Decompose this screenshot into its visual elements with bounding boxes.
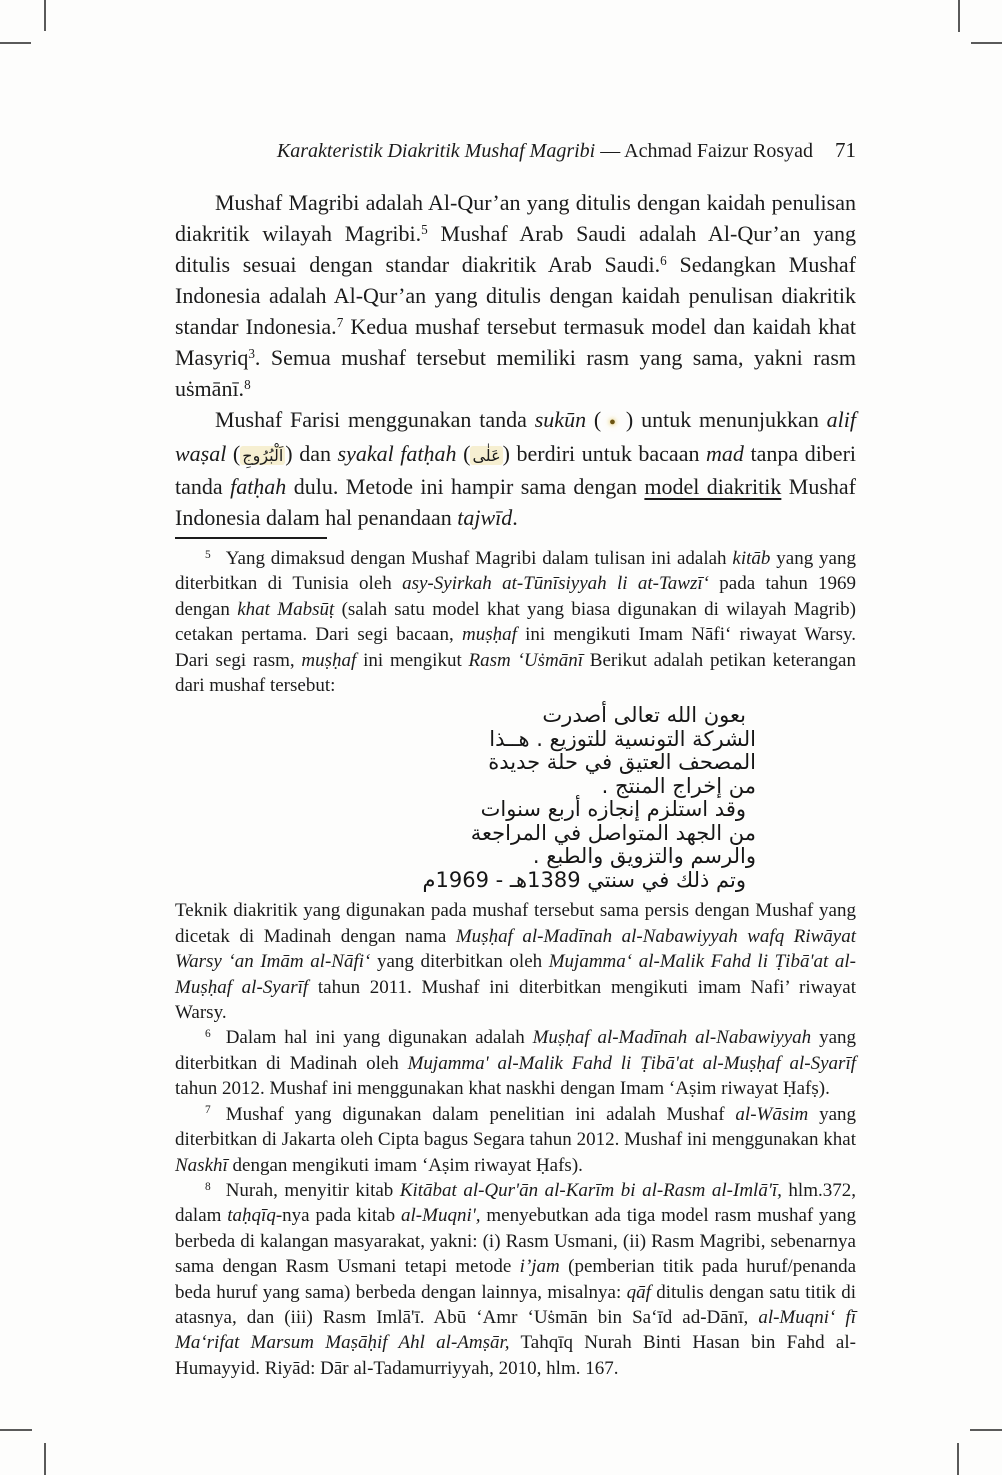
footnote-separator-rule: [175, 537, 327, 539]
crop-mark-top-right-horizontal: [971, 42, 1002, 44]
footnote-5-continuation: Teknik diakritik yang digunakan pada mushaf tersebut sama persis dengan Mushaf yang dicetak di Madinah dengan nama Muṣḥaf al-Madīnah al-Nabawiyyah wafq Riwāyat Warsy ‘an Imām al-Nāfi‘ yang diterbitkan oleh Mujamma‘ al-Malik Fahd li Ṭibā'at al-Muṣḥaf al-Syarīf tahun 2011. Mushaf ini diterbitkan mengikuti imam Nafi’ riwayat Warsy.: [175, 900, 856, 1024]
article-title: Karakteristik Diakritik Mushaf Magribi: [276, 140, 596, 162]
crop-mark-top-left-horizontal: [0, 42, 31, 44]
arabic-excerpt-line: من الجهد المتواصل في المراجعة: [470, 820, 756, 845]
crop-mark-top-left-vertical: [44, 0, 46, 31]
running-header: [175, 138, 856, 163]
crop-mark-top-right-vertical: [958, 0, 960, 32]
arabic-excerpt-line: من إخراج المنتج .: [601, 773, 756, 798]
crop-mark-bottom-right-vertical: [957, 1443, 959, 1475]
running-header-text: [277, 140, 813, 163]
arabic-excerpt-line: الشركة التونسية للتوزيع . هــذا: [489, 726, 756, 751]
body-paragraph-1: Mushaf Magribi adalah Al-Qur’an yang ditulis dengan kaidah penulisan diakritik wilayah Magribi.$^5$ Mushaf Arab Saudi adalah Al-Qur’an yang ditulis sesuai dengan standar diakritik Arab Saudi.$^6$ Sedangkan Mushaf Indonesia adalah Al-Qur’an yang ditulis dengan kaidah penulisan diakritik standar Indonesia.$^7$ Kedua mushaf tersebut termasuk model dan kaidah khat Masyriq$^3$. Semua mushaf tersebut memiliki rasm yang sama, yakni rasm uṡmānī.$^8$: [175, 190, 857, 401]
footnote-6: $^6$ Dalam hal ini yang digunakan adalah Muṣḥaf al-Madīnah al-Nabawiyyah yang diterbitkan di Madinah oleh Mujamma' al-Malik Fahd li Ṭibā'at al-Muṣḥaf al-Syarīf tahun 2012. Mushaf ini menggunakan khat naskhi dengan Imam ‘Aṣim riwayat Ḥafṣ).: [175, 1027, 857, 1100]
arabic-excerpt-figure: [332, 704, 756, 892]
arabic-excerpt-line: وتم ذلك في سنتي 1389هـ - 1969م: [422, 867, 746, 892]
header-separator: —: [595, 140, 625, 162]
footnote-7: $^7$ Mushaf yang digunakan dalam penelitian ini adalah Mushaf al-Wāsim yang diterbitkan di Jakarta oleh Cipta bagus Segara tahun 2012. Mushaf ini menggunakan khat Naskhī dengan mengikuti imam ‘Aṣim riwayat Ḥafs).: [175, 1103, 857, 1176]
body-paragraph-2: Mushaf Farisi menggunakan tanda sukūn ( ● ) untuk menunjukkan alif waṣal ( اَلْبُرُوجِ) dan syakal fatḥah ( عَلٰى) berdiri untuk bacaan mad tanpa diberi tanda fatḥah dulu. Metode ini hampir sama dengan model diakritik Mushaf Indonesia dalam hal penandaan tajwīd.: [175, 407, 857, 530]
page-number: 71: [835, 138, 856, 162]
crop-mark-bottom-left-horizontal: [0, 1429, 32, 1431]
footnote-5: $^5$ Yang dimaksud dengan Mushaf Magribi dalam tulisan ini adalah kitāb yang yang diterbitkan di Tunisia oleh asy-Syirkah at-Tūnīsiyyah li at-Tawzī‘ pada tahun 1969 dengan khat Mabsūṭ (salah satu model khat yang biasa digunakan di wilayah Magrib) cetakan pertama. Dari segi bacaan, muṣḥaf ini mengikuti Imam Nāfi‘ riwayat Warsy. Dari segi rasm, muṣḥaf ini mengikut Rasm ‘Uṡmānī Berikut adalah petikan keterangan dari mushaf tersebut:: [175, 548, 857, 697]
footnote-8: $^8$ Nurah, menyitir kitab Kitābat al-Qur'ān al-Karīm bi al-Rasm al-Imlā'ī, hlm.372, dalam taḥqīq-nya pada kitab al-Muqni', menyebutkan ada tiga model rasm mushaf yang berbeda di kalangan masyarakat, yakni: (i) Rasm Usmani, (ii) Rasm Magribi, sebenarnya sama dengan Rasm Usmani tetapi metode i’jam (pemberian titik pada huruf/penanda beda huruf yang sama) berbeda dengan lainnya, misalnya: qāf ditulis dengan satu titik di atasnya, dan (iii) Rasm Imlā'ī. Abū ‘Amr ‘Uṡmān bin Sa‘īd ad-Dānī, al-Muqni‘ fī Ma‘rifat Marsum Maṣāḥif Ahl al-Amṣār, Tahqīq Nurah Binti Hasan bin Fahd al-Humayyid. Riyād: Dār al-Tadamurriyyah, 2010, hlm. 167.: [175, 1179, 857, 1379]
page-content-column: [175, 138, 856, 1381]
crop-mark-bottom-left-vertical: [44, 1443, 46, 1475]
crop-mark-bottom-right-horizontal: [970, 1429, 1002, 1431]
arabic-excerpt-line: بعون الله تعالى أصدرت: [542, 703, 746, 728]
arabic-excerpt-line: وقد استلزم إنجازه أربع سنوات: [480, 797, 746, 822]
arabic-excerpt-line: والرسم والتزويق والطبع .: [532, 844, 756, 869]
arabic-excerpt-line: المصحف العتيق في حلة جديدة: [488, 750, 756, 775]
author-name: Achmad Faizur Rosyad: [624, 140, 813, 162]
